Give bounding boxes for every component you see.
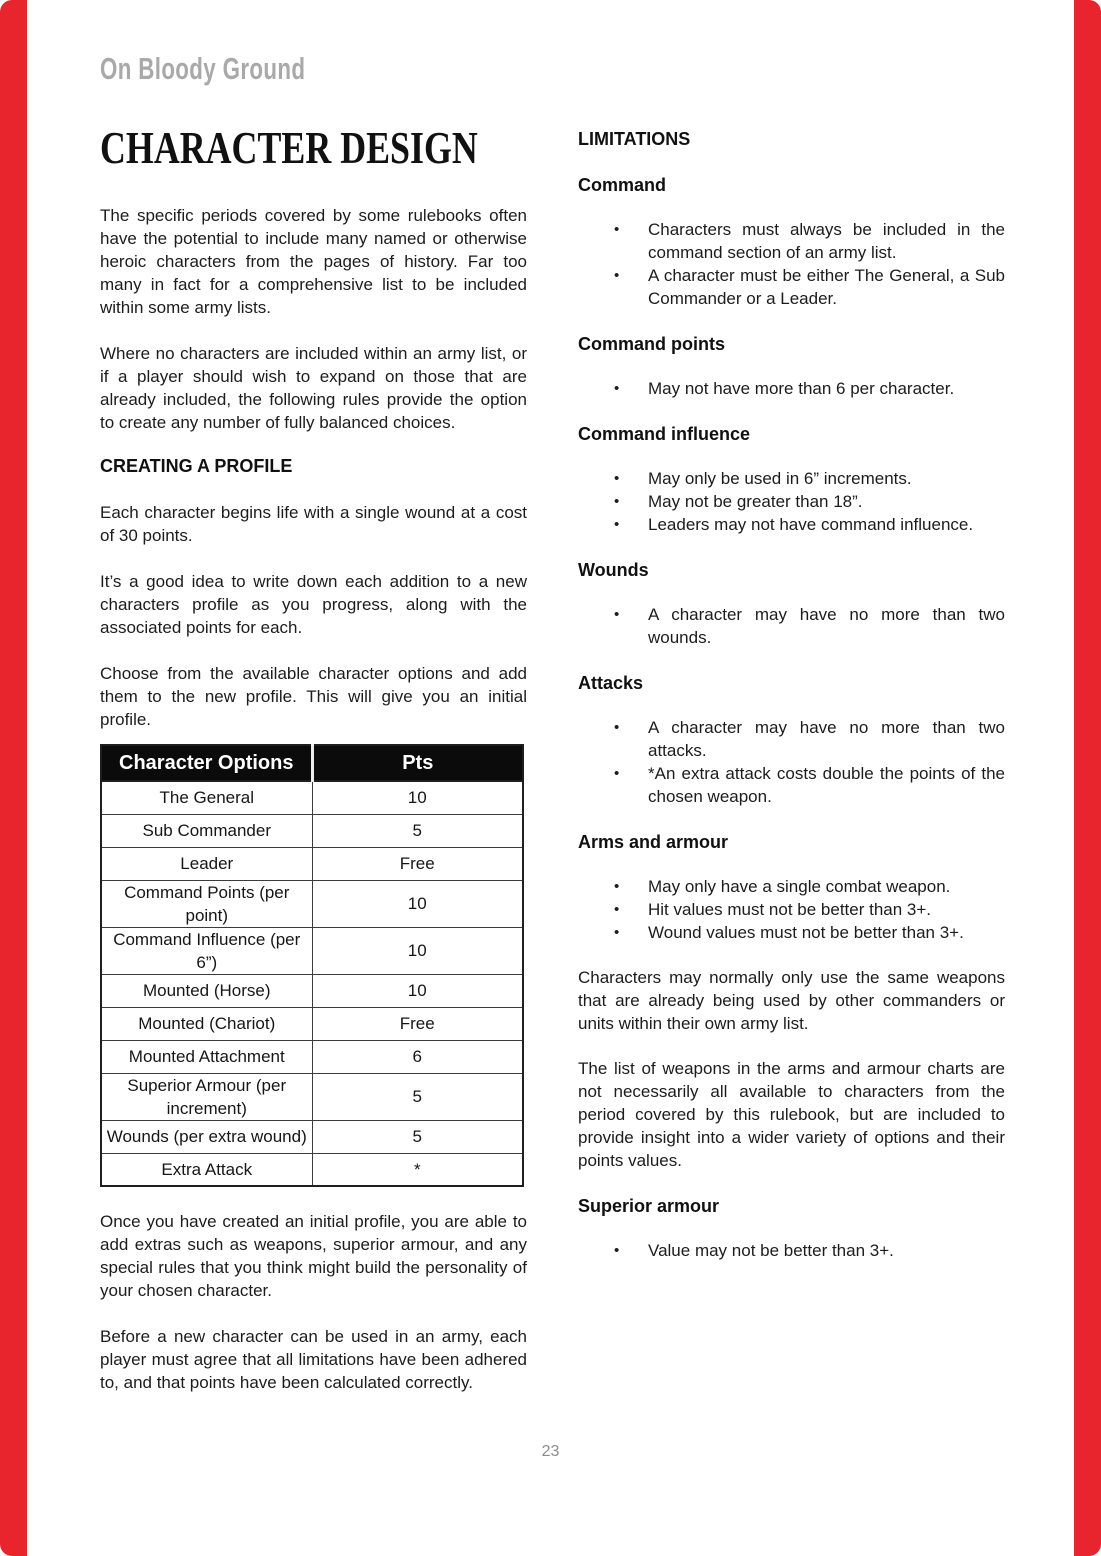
bullet-item	[578, 264, 1005, 310]
pts-cell: 10	[312, 880, 523, 927]
left-red-border	[0, 0, 27, 1556]
table-row	[101, 1007, 523, 1040]
pts-cell: 5	[312, 1073, 523, 1120]
page-number: 23	[541, 1443, 560, 1460]
bullet-text: *An extra attack costs double the points of the chosen weapon.	[648, 764, 1005, 806]
table-header-pts: Pts	[312, 745, 523, 781]
bullet-text: A character must be either The General, a Sub Commander or a Leader.	[648, 266, 1005, 308]
bullet-icon: •	[614, 924, 620, 941]
bullet-icon: •	[614, 1242, 620, 1259]
section-heading-limitations: LIMITATIONS	[578, 129, 691, 149]
table-row	[101, 1120, 523, 1153]
pts-cell: 10	[312, 974, 523, 1007]
bullet-item	[578, 716, 1005, 762]
subsection-command-points	[578, 333, 1005, 400]
bullet-text: May not have more than 6 per character.	[648, 379, 955, 398]
table-row	[101, 1040, 523, 1073]
table-header-options: Character Options	[101, 745, 312, 781]
paragraph: Each character begins life with a single wound at a cost of 30 points.	[100, 503, 527, 545]
left-column	[100, 0, 527, 1394]
paragraph: The specific periods covered by some rulebooks often have the potential to include many named or otherwise heroic characters from the pages of history. Far too many in fact for a comprehensive list to be included within some army lists.	[100, 206, 527, 317]
bullet-item	[578, 603, 1005, 649]
bullet-text: Wound values must not be better than 3+.	[648, 923, 964, 942]
option-cell: Sub Commander	[101, 814, 312, 847]
paragraph: Once you have created an initial profile, you are able to add extras such as weapons, superior armour, and any special rules that you think might build the personality of your chosen character.	[100, 1212, 527, 1300]
book-title: On Bloody Ground	[100, 51, 306, 86]
option-cell: Mounted (Chariot)	[101, 1007, 312, 1040]
option-cell: Command Points (per point)	[101, 880, 312, 927]
table-row	[101, 927, 523, 974]
bullet-text: May only have a single combat weapon.	[648, 877, 951, 896]
option-cell: Extra Attack	[101, 1153, 312, 1186]
bullet-icon: •	[614, 765, 620, 782]
section-heading-creating-a-profile: CREATING A PROFILE	[100, 456, 293, 476]
bullet-item	[578, 467, 1005, 490]
bullet-text: Characters must always be included in the command section of an army list.	[648, 220, 1005, 262]
bullet-list	[578, 1239, 1005, 1262]
table-row	[101, 814, 523, 847]
bullet-icon: •	[614, 493, 620, 510]
paragraph: Characters may normally only use the same weapons that are already being used by other commanders or units within their own army list.	[578, 968, 1005, 1033]
page-title: CHARACTER DESIGN	[100, 122, 478, 173]
subsection-arms-and-armour	[578, 831, 1005, 1172]
table-row	[101, 880, 523, 927]
paragraph: Choose from the available character options and add them to the new profile. This will give you an initial profile.	[100, 664, 527, 729]
subsection-wounds	[578, 559, 1005, 649]
subsection-heading: Arms and armour	[578, 832, 729, 852]
pts-cell: Free	[312, 1007, 523, 1040]
bullet-item	[578, 875, 1005, 898]
subsection-command-influence	[578, 423, 1005, 536]
subsection-heading: Superior armour	[578, 1196, 720, 1216]
bullet-item	[578, 898, 1005, 921]
bullet-icon: •	[614, 380, 620, 397]
bullet-icon: •	[614, 878, 620, 895]
bullet-text: Hit values must not be better than 3+.	[648, 900, 932, 919]
subsection-heading: Command influence	[578, 424, 751, 444]
option-cell: Leader	[101, 847, 312, 880]
bullet-icon: •	[614, 221, 620, 238]
bullet-text: A character may have no more than two attacks.	[648, 718, 1005, 760]
bullet-item	[578, 513, 1005, 536]
option-cell: Command Influence (per 6”)	[101, 927, 312, 974]
option-cell: Mounted Attachment	[101, 1040, 312, 1073]
right-red-border	[1074, 0, 1101, 1556]
bullet-list	[578, 467, 1005, 536]
subsection-superior-armour	[578, 1195, 1005, 1262]
subsection-heading: Command	[578, 175, 667, 195]
bullet-text: May not be greater than 18”.	[648, 492, 863, 511]
subsection-command	[578, 174, 1005, 310]
table-row	[101, 781, 523, 814]
table-row	[101, 847, 523, 880]
bullet-list	[578, 218, 1005, 310]
bullet-item	[578, 218, 1005, 264]
bullet-icon: •	[614, 516, 620, 533]
subsection-heading: Command points	[578, 334, 725, 354]
bullet-icon: •	[614, 606, 620, 623]
subsection-heading: Wounds	[578, 560, 649, 580]
bullet-item	[578, 377, 1005, 400]
bullet-icon: •	[614, 901, 620, 918]
bullet-text: Leaders may not have command influence.	[648, 515, 974, 534]
pts-cell: 10	[312, 927, 523, 974]
bullet-icon: •	[614, 470, 620, 487]
option-cell: Mounted (Horse)	[101, 974, 312, 1007]
subsection-attacks	[578, 672, 1005, 808]
option-cell: Wounds (per extra wound)	[101, 1120, 312, 1153]
right-column	[578, 0, 1005, 1262]
bullet-item	[578, 1239, 1005, 1262]
bullet-list	[578, 716, 1005, 808]
bullet-text: Value may not be better than 3+.	[648, 1241, 894, 1260]
bullet-item	[578, 490, 1005, 513]
pts-cell: Free	[312, 847, 523, 880]
subsection-heading: Attacks	[578, 673, 644, 693]
pts-cell: 10	[312, 781, 523, 814]
bullet-icon: •	[614, 267, 620, 284]
table-row	[101, 1073, 523, 1120]
bullet-text: May only be used in 6” increments.	[648, 469, 912, 488]
bullet-list	[578, 603, 1005, 649]
bullet-text: A character may have no more than two wounds.	[648, 605, 1005, 647]
option-cell: Superior Armour (per increment)	[101, 1073, 312, 1120]
pts-cell: 5	[312, 814, 523, 847]
bullet-item	[578, 762, 1005, 808]
paragraph: It’s a good idea to write down each addition to a new characters profile as you progress, along with the associated points for each.	[100, 572, 527, 637]
character-options-table	[100, 744, 524, 1187]
paragraph: The list of weapons in the arms and armour charts are not necessarily all available to characters from the period covered by this rulebook, but are included to provide insight into a wider variety of options and their points values.	[578, 1059, 1005, 1170]
bullet-item	[578, 921, 1005, 944]
bullet-list	[578, 875, 1005, 944]
table-row	[101, 974, 523, 1007]
bullet-icon: •	[614, 719, 620, 736]
pts-cell: 5	[312, 1120, 523, 1153]
table-header-row	[101, 745, 523, 781]
bullet-list	[578, 377, 1005, 400]
option-cell: The General	[101, 781, 312, 814]
table-row	[101, 1153, 523, 1186]
pts-cell: *	[312, 1153, 523, 1186]
pts-cell: 6	[312, 1040, 523, 1073]
paragraph: Where no characters are included within an army list, or if a player should wish to expand on those that are already included, the following rules provide the option to create any number of fully balanced choices.	[100, 344, 527, 432]
paragraph: Before a new character can be used in an army, each player must agree that all limitations have been adhered to, and that points have been calculated correctly.	[100, 1327, 527, 1392]
